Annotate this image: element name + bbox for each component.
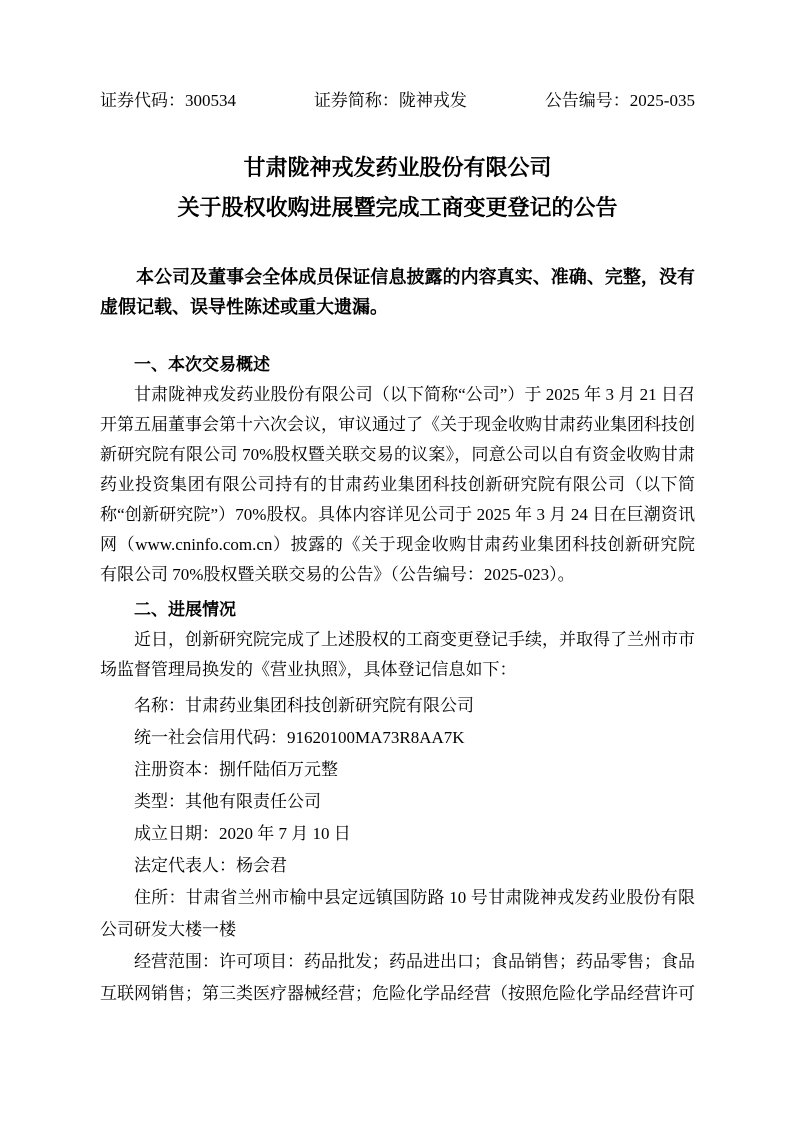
registration-item-establish-date: 成立日期：2020 年 7 月 10 日: [134, 824, 351, 843]
section-1-paragraph: 甘肃陇神戎发药业股份有限公司（以下简称“公司”）于 2025 年 3 月 21 日召开第五届董事会第十六次会议，审议通过了《关于现金收购甘肃药业集团科技创新研究院有限公司 70%股权暨关联交易的议案》，同意公司以自有资金收购甘肃药业投资集团有限公司持有的甘肃药业集团科技创新研究院有限公司（以下简称“创新研究院”）70%股权。具体内容详见公司于 2025 年 3 月 24 日在巨潮资讯网（www.cninfo.com.cn）披露的《关于现金收购甘肃药业集团科技创新研究院有限公司 70%股权暨关联交易的公告》（公告编号：2025-023）。: [100, 385, 695, 584]
document-title-company: 甘肃陇神戎发药业股份有限公司: [243, 155, 552, 180]
section-2-heading: 二、进展情况: [134, 600, 236, 619]
stock-code: 证券代码：300534: [100, 91, 236, 110]
stock-short-name: 证券简称：陇神戎发: [313, 91, 467, 110]
board-disclaimer: 本公司及董事会全体成员保证信息披露的内容真实、准确、完整，没有虚假记载、误导性陈述或重大遗漏。: [100, 267, 695, 317]
document-header: [100, 90, 695, 112]
registration-item-registered-capital: 注册资本：捌仟陆佰万元整: [134, 760, 338, 779]
announcement-number: 公告编号：2025-035: [544, 91, 695, 110]
document-title-subject: 关于股权收购进展暨完成工商变更登记的公告: [177, 195, 618, 220]
registration-item-name: 名称：甘肃药业集团科技创新研究院有限公司: [134, 696, 474, 715]
registration-item-business-scope: 经营范围：许可项目：药品批发；药品进出口；食品销售；药品零售；食品互联网销售；第三类医疗器械经营；危险化学品经营（按照危险化学品经营许可: [100, 952, 695, 1003]
registration-item-legal-representative: 法定代表人：杨会君: [134, 856, 287, 875]
registration-item-credit-code: 统一社会信用代码：91620100MA73R8AA7K: [134, 728, 465, 747]
section-2-intro-paragraph: 近日，创新研究院完成了上述股权的工商变更登记手续，并取得了兰州市市场监督管理局换发的《营业执照》，具体登记信息如下：: [100, 630, 695, 679]
registration-item-company-type: 类型：其他有限责任公司: [134, 792, 321, 811]
registration-item-address: 住所：甘肃省兰州市榆中县定远镇国防路 10 号甘肃陇神戎发药业股份有限公司研发大楼一楼: [100, 888, 695, 939]
section-1-heading: 一、本次交易概述: [134, 355, 270, 374]
